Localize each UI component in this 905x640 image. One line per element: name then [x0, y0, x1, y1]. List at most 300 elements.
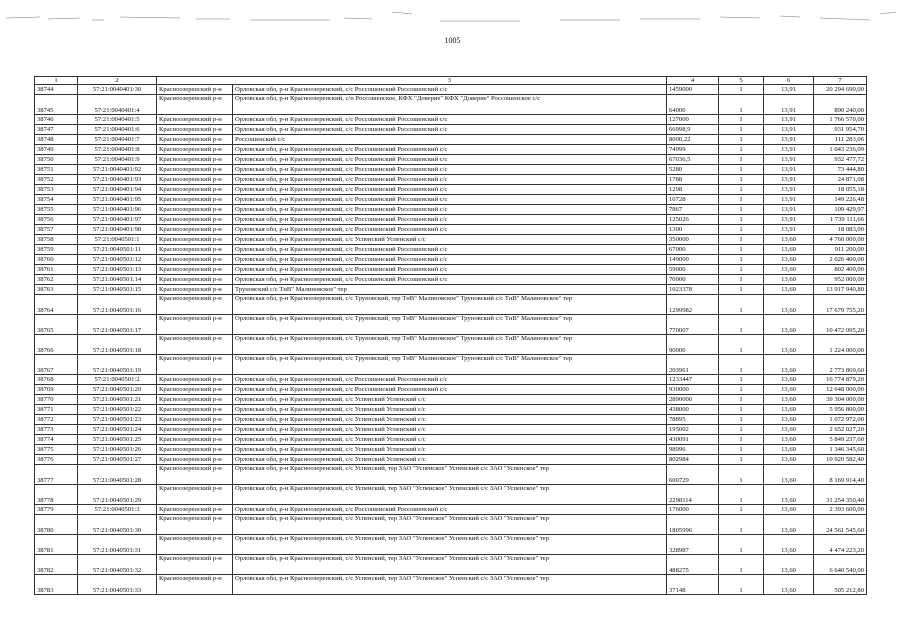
- value-cell: 4 474 223,20: [814, 535, 867, 555]
- table-row: [35, 255, 867, 265]
- rate-cell: 13,91: [764, 175, 814, 185]
- address-cell: Орловская обл, р-н Красноозеренский, с/с Труновский, тер ТнВ" Малиновское" Труновский с/с ТнВ" Малиновское" тер: [233, 335, 667, 355]
- cadastral-number-cell: 57:21:0040401:97: [78, 215, 157, 225]
- land-registry-table: [34, 76, 867, 595]
- cadastral-number-cell: 57:21:0040401:6: [78, 125, 157, 135]
- table-row: [35, 225, 867, 235]
- area-cell: 8000,22: [667, 135, 719, 145]
- row-number-cell: 38771: [35, 405, 78, 415]
- rate-cell: 13,91: [764, 165, 814, 175]
- district-cell: Красноозеренский р-н: [157, 215, 233, 225]
- cadastral-number-cell: 57:21:0040501:27: [78, 455, 157, 465]
- district-cell: Красноозеренский р-н: [157, 195, 233, 205]
- row-number-cell: 38744: [35, 85, 78, 95]
- cadastral-number-cell: 57:21:0040501:1: [78, 235, 157, 245]
- table-row: [35, 235, 867, 245]
- table-row: [35, 125, 867, 135]
- rate-cell: 13,91: [764, 225, 814, 235]
- value-cell: 4 760 000,00: [814, 235, 867, 245]
- value-cell: 505 212,80: [814, 575, 867, 595]
- district-cell: Красноозеренский р-н: [157, 465, 233, 485]
- cadastral-number-cell: 57:21:0040501:25: [78, 435, 157, 445]
- cadastral-number-cell: 57:21:0040501:24: [78, 425, 157, 435]
- row-number-cell: 38768: [35, 375, 78, 385]
- table-row: [35, 145, 867, 155]
- address-cell: Орловская обл, р-н Красноозеренский, с/с Россошенский Россошенский с/с: [233, 275, 667, 285]
- area-cell: 64000: [667, 95, 719, 115]
- header-row: [35, 77, 867, 85]
- row-number-cell: 38767: [35, 355, 78, 375]
- header-cell: 7: [814, 77, 867, 85]
- value-cell: 13 917 940,80: [814, 285, 867, 295]
- table-row: [35, 165, 867, 175]
- value-cell: 1 043 236,09: [814, 145, 867, 155]
- value-cell: 6 640 540,00: [814, 555, 867, 575]
- value-cell: 39 304 000,00: [814, 395, 867, 405]
- district-cell: Красноозеренский р-н: [157, 395, 233, 405]
- address-cell: Орловская обл, р-н Красноозеренский, с/с Россошенский Россошенский с/с: [233, 505, 667, 515]
- table-row: [35, 405, 867, 415]
- header-cell: 6: [764, 77, 814, 85]
- value-cell: 2 026 400,00: [814, 255, 867, 265]
- district-cell: Красноозеренский р-н: [157, 285, 233, 295]
- rate-cell: 13,60: [764, 335, 814, 355]
- area-cell: 1299982: [667, 295, 719, 315]
- rate-cell: 13,60: [764, 285, 814, 295]
- value-cell: 1 739 111,66: [814, 215, 867, 225]
- count-cell: 1: [719, 165, 764, 175]
- count-cell: 1: [719, 405, 764, 415]
- district-cell: Красноозеренский р-н: [157, 375, 233, 385]
- address-cell: Орловская обл, р-н Красноозеренский, с/п Россошенское, КФХ "Доверие" КФХ "Доверие" Россошенское с/с: [233, 95, 667, 115]
- value-cell: 2 393 600,00: [814, 505, 867, 515]
- value-cell: 111 283,06: [814, 135, 867, 145]
- cadastral-number-cell: 57:21:0040501:14: [78, 275, 157, 285]
- table-row: [35, 85, 867, 95]
- value-cell: 5 956 800,00: [814, 405, 867, 415]
- area-cell: 10728: [667, 195, 719, 205]
- count-cell: 1: [719, 215, 764, 225]
- area-cell: 70000: [667, 275, 719, 285]
- address-cell: Орловская обл, р-н Красноозеренский, с/с Успенский Успенский с/с: [233, 415, 667, 425]
- cadastral-number-cell: 57:21:0040501:17: [78, 315, 157, 335]
- count-cell: 1: [719, 155, 764, 165]
- district-cell: Красноозеренский р-н: [157, 95, 233, 115]
- value-cell: 1 224 000,00: [814, 335, 867, 355]
- row-number-cell: 38763: [35, 285, 78, 295]
- address-cell: Россошенский с/с: [233, 135, 667, 145]
- count-cell: 1: [719, 395, 764, 405]
- rate-cell: 13,60: [764, 515, 814, 535]
- row-number-cell: 38783: [35, 575, 78, 595]
- value-cell: 10 920 582,40: [814, 455, 867, 465]
- row-number-cell: 38751: [35, 165, 78, 175]
- area-cell: 328987: [667, 535, 719, 555]
- address-cell: Орловская обл, р-н Красноозеренский, с/с Успенский, тер ЗАО "Успенское" Успенский с/с ЗАО "Успенское" тер: [233, 555, 667, 575]
- row-number-cell: 38765: [35, 315, 78, 335]
- value-cell: 18 055,18: [814, 185, 867, 195]
- rate-cell: 13,60: [764, 295, 814, 315]
- cadastral-number-cell: 57:21:0040401:5: [78, 115, 157, 125]
- area-cell: 59000: [667, 265, 719, 275]
- address-cell: Орловская обл, р-н Красноозеренский, с/с Россошенский Россошенский с/с: [233, 115, 667, 125]
- area-cell: 176000: [667, 505, 719, 515]
- row-number-cell: 38774: [35, 435, 78, 445]
- rate-cell: 13,60: [764, 235, 814, 245]
- rate-cell: 13,91: [764, 95, 814, 115]
- table-row: [35, 195, 867, 205]
- cadastral-number-cell: 57:21:0040501:28: [78, 465, 157, 485]
- cadastral-number-cell: 57:21:0040401:95: [78, 195, 157, 205]
- count-cell: 1: [719, 185, 764, 195]
- rate-cell: 13,60: [764, 535, 814, 555]
- district-cell: Красноозеренский р-н: [157, 505, 233, 515]
- address-cell: Орловская обл, р-н Красноозеренский, с/с Россошенский Россошенский с/с: [233, 245, 667, 255]
- row-number-cell: 38772: [35, 415, 78, 425]
- rate-cell: 13,60: [764, 395, 814, 405]
- address-cell: Орловская обл, р-н Красноозеренский, с/с Россошенский Россошенский с/с: [233, 155, 667, 165]
- cadastral-number-cell: 57:21:0040401:94: [78, 185, 157, 195]
- cadastral-number-cell: 57:21:0040401:93: [78, 175, 157, 185]
- cadastral-number-cell: 57:21:0040501:32: [78, 555, 157, 575]
- count-cell: 1: [719, 225, 764, 235]
- row-number-cell: 38764: [35, 295, 78, 315]
- table-row: [35, 445, 867, 455]
- count-cell: 1: [719, 115, 764, 125]
- area-cell: 37148: [667, 575, 719, 595]
- area-cell: 438000: [667, 405, 719, 415]
- district-cell: Красноозеренский р-н: [157, 85, 233, 95]
- address-cell: Орловская обл, р-н Красноозеренский, с/с Россошенский Россошенский с/с: [233, 185, 667, 195]
- district-cell: Красноозеренский р-н: [157, 425, 233, 435]
- cadastral-number-cell: 57:21:0040401:9: [78, 155, 157, 165]
- row-number-cell: 38748: [35, 135, 78, 145]
- table-row: [35, 515, 867, 535]
- district-cell: Красноозеренский р-н: [157, 185, 233, 195]
- rate-cell: 13,60: [764, 265, 814, 275]
- cadastral-number-cell: 57:21:0040401:30: [78, 85, 157, 95]
- district-cell: Красноозеренский р-н: [157, 485, 233, 505]
- district-cell: Красноозеренский р-н: [157, 115, 233, 125]
- address-cell: Орловская обл, р-н Красноозеренский, с/с Успенский Успенский с/с: [233, 435, 667, 445]
- cadastral-number-cell: 57:21:0040401:98: [78, 225, 157, 235]
- page-number: 1005: [444, 36, 461, 45]
- row-number-cell: 38773: [35, 425, 78, 435]
- rate-cell: 13,91: [764, 135, 814, 145]
- table-row: [35, 385, 867, 395]
- count-cell: 1: [719, 85, 764, 95]
- value-cell: 1 072 972,00: [814, 415, 867, 425]
- cadastral-number-cell: 57:21:0040501:2: [78, 375, 157, 385]
- cadastral-number-cell: 57:21:0040401:7: [78, 135, 157, 145]
- cadastral-number-cell: 57:21:0040501:3: [78, 505, 157, 515]
- cadastral-number-cell: 57:21:0040401:92: [78, 165, 157, 175]
- address-cell: Орловская обл, р-н Красноозеренский, с/с Успенский Успенский с/с: [233, 455, 667, 465]
- value-cell: 109 429,97: [814, 205, 867, 215]
- cadastral-number-cell: 57:21:0040501:22: [78, 405, 157, 415]
- row-number-cell: 38776: [35, 455, 78, 465]
- value-cell: 1 346 345,60: [814, 445, 867, 455]
- value-cell: 17 679 755,20: [814, 295, 867, 315]
- table-row: [35, 115, 867, 125]
- row-number-cell: 38754: [35, 195, 78, 205]
- header-cell: [157, 77, 233, 85]
- value-cell: 16 774 879,20: [814, 375, 867, 385]
- area-cell: 78895: [667, 415, 719, 425]
- district-cell: Красноозеренский р-н: [157, 445, 233, 455]
- rate-cell: 13,60: [764, 425, 814, 435]
- area-cell: 90000: [667, 335, 719, 355]
- area-cell: 125026: [667, 215, 719, 225]
- count-cell: 1: [719, 465, 764, 485]
- table-row: [35, 455, 867, 465]
- scan-noise-header: [0, 8, 905, 26]
- table-row: [35, 575, 867, 595]
- district-cell: Красноозеренский р-н: [157, 205, 233, 215]
- row-number-cell: 38760: [35, 255, 78, 265]
- address-cell: Орловская обл, р-н Красноозеренский, с/с Россошенский Россошенский с/с: [233, 255, 667, 265]
- address-cell: Труновский с/с ТнВ" Малиновское" тер: [233, 285, 667, 295]
- area-cell: 802984: [667, 455, 719, 465]
- rate-cell: 13,60: [764, 455, 814, 465]
- area-cell: 149000: [667, 255, 719, 265]
- count-cell: 1: [719, 205, 764, 215]
- rate-cell: 13,60: [764, 505, 814, 515]
- rate-cell: 13,60: [764, 485, 814, 505]
- cadastral-number-cell: 57:21:0040401:96: [78, 205, 157, 215]
- district-cell: Красноозеренский р-н: [157, 265, 233, 275]
- count-cell: 1: [719, 515, 764, 535]
- district-cell: Красноозеренский р-н: [157, 315, 233, 335]
- value-cell: 911 200,00: [814, 245, 867, 255]
- table-row: [35, 535, 867, 555]
- area-cell: 1805996: [667, 515, 719, 535]
- district-cell: Красноозеренский р-н: [157, 245, 233, 255]
- area-cell: 98996: [667, 445, 719, 455]
- row-number-cell: 38745: [35, 95, 78, 115]
- value-cell: 18 083,00: [814, 225, 867, 235]
- rate-cell: 13,60: [764, 575, 814, 595]
- district-cell: Красноозеренский р-н: [157, 295, 233, 315]
- row-number-cell: 38752: [35, 175, 78, 185]
- row-number-cell: 38753: [35, 185, 78, 195]
- table-row: [35, 285, 867, 295]
- count-cell: 1: [719, 235, 764, 245]
- count-cell: 1: [719, 375, 764, 385]
- cadastral-number-cell: 57:21:0040501:20: [78, 385, 157, 395]
- address-cell: Орловская обл, р-н Красноозеренский, с/с Россошенский Россошенский с/с: [233, 265, 667, 275]
- header-cell: 5: [719, 77, 764, 85]
- district-cell: Красноозеренский р-н: [157, 385, 233, 395]
- row-number-cell: 38755: [35, 205, 78, 215]
- district-cell: Красноозеренский р-н: [157, 235, 233, 245]
- address-cell: Орловская обл, р-н Красноозеренский, с/с Успенский, тер ЗАО "Успенское" Успенский с/с ЗАО "Успенское" тер: [233, 575, 667, 595]
- district-cell: Красноозеренский р-н: [157, 455, 233, 465]
- count-cell: 1: [719, 135, 764, 145]
- district-cell: Красноозеренский р-н: [157, 175, 233, 185]
- cadastral-number-cell: 57:21:0040501:15: [78, 285, 157, 295]
- row-number-cell: 38777: [35, 465, 78, 485]
- cadastral-number-cell: 57:21:0040501:18: [78, 335, 157, 355]
- rate-cell: 13,91: [764, 155, 814, 165]
- value-cell: 12 648 000,00: [814, 385, 867, 395]
- rate-cell: 13,60: [764, 355, 814, 375]
- area-cell: 66998,9: [667, 125, 719, 135]
- table-row: [35, 215, 867, 225]
- rate-cell: 13,60: [764, 405, 814, 415]
- rate-cell: 13,60: [764, 415, 814, 425]
- value-cell: 952 000,00: [814, 275, 867, 285]
- rate-cell: 13,60: [764, 555, 814, 575]
- district-cell: Красноозеренский р-н: [157, 555, 233, 575]
- cadastral-number-cell: 57:21:0040501:16: [78, 295, 157, 315]
- table-row: [35, 415, 867, 425]
- header-cell: 3: [233, 77, 667, 85]
- area-cell: 488275: [667, 555, 719, 575]
- value-cell: 890 240,00: [814, 95, 867, 115]
- address-cell: Орловская обл, р-н Красноозеренский, с/с Труновский, тер ТнВ" Малиновское" Труновский с/с ТнВ" Малиновское" тер: [233, 355, 667, 375]
- rate-cell: 13,91: [764, 215, 814, 225]
- table-row: [35, 355, 867, 375]
- count-cell: 1: [719, 175, 764, 185]
- table-row: [35, 465, 867, 485]
- rate-cell: 13,91: [764, 195, 814, 205]
- row-number-cell: 38780: [35, 515, 78, 535]
- row-number-cell: 38750: [35, 155, 78, 165]
- count-cell: 1: [719, 485, 764, 505]
- table-row: [35, 335, 867, 355]
- count-cell: 1: [719, 285, 764, 295]
- row-number-cell: 38757: [35, 225, 78, 235]
- district-cell: Красноозеренский р-н: [157, 255, 233, 265]
- address-cell: Орловская обл, р-н Красноозеренский, с/с Успенский, тер ЗАО "Успенское" Успенский с/с ЗАО "Успенское" тер: [233, 465, 667, 485]
- area-cell: 74999: [667, 145, 719, 155]
- district-cell: Красноозеренский р-н: [157, 155, 233, 165]
- row-number-cell: 38749: [35, 145, 78, 155]
- count-cell: 1: [719, 505, 764, 515]
- rate-cell: 13,91: [764, 205, 814, 215]
- table-row: [35, 155, 867, 165]
- count-cell: 1: [719, 455, 764, 465]
- count-cell: 1: [719, 245, 764, 255]
- address-cell: Орловская обл, р-н Красноозеренский, с/с Успенский Успенский с/с: [233, 445, 667, 455]
- row-number-cell: 38766: [35, 335, 78, 355]
- count-cell: 1: [719, 445, 764, 455]
- address-cell: Орловская обл, р-н Красноозеренский, с/с Успенский, тер ЗАО "Успенское" Успенский с/с ЗАО "Успенское" тер: [233, 485, 667, 505]
- district-cell: Красноозеренский р-н: [157, 335, 233, 355]
- table-row: [35, 205, 867, 215]
- district-cell: Красноозеренский р-н: [157, 355, 233, 375]
- district-cell: Красноозеренский р-н: [157, 165, 233, 175]
- address-cell: Орловская обл, р-н Красноозеренский, с/с Россошенский Россошенский с/с: [233, 165, 667, 175]
- count-cell: 1: [719, 555, 764, 575]
- address-cell: Орловская обл, р-н Красноозеренский, с/с Успенский, тер ЗАО "Успенское" Успенский с/с ЗАО "Успенское" тер: [233, 515, 667, 535]
- address-cell: Орловская обл, р-н Красноозеренский, с/с Труновский, тер ТнВ" Малиновское" Труновский с/с ТнВ" Малиновское" тер: [233, 315, 667, 335]
- rate-cell: 13,91: [764, 85, 814, 95]
- value-cell: 8 169 914,40: [814, 465, 867, 485]
- row-number-cell: 38759: [35, 245, 78, 255]
- value-cell: 2 652 027,20: [814, 425, 867, 435]
- district-cell: Красноозеренский р-н: [157, 515, 233, 535]
- table-row: [35, 295, 867, 315]
- value-cell: 5 849 237,60: [814, 435, 867, 445]
- cadastral-number-cell: 57:21:0040501:31: [78, 535, 157, 555]
- area-cell: 1233447: [667, 375, 719, 385]
- district-cell: Красноозеренский р-н: [157, 575, 233, 595]
- area-cell: 67036,5: [667, 155, 719, 165]
- area-cell: 600729: [667, 465, 719, 485]
- table-row: [35, 275, 867, 285]
- rate-cell: 13,60: [764, 275, 814, 285]
- rate-cell: 13,91: [764, 145, 814, 155]
- count-cell: 1: [719, 315, 764, 335]
- rate-cell: 13,60: [764, 245, 814, 255]
- count-cell: 1: [719, 335, 764, 355]
- count-cell: 1: [719, 145, 764, 155]
- address-cell: Орловская обл, р-н Красноозеренский, с/с Успенский Успенский с/с: [233, 425, 667, 435]
- cadastral-number-cell: 57:21:0040501:30: [78, 515, 157, 535]
- address-cell: Орловская обл, р-н Красноозеренский, с/с Россошенский Россошенский с/с: [233, 85, 667, 95]
- rate-cell: 13,60: [764, 385, 814, 395]
- value-cell: 24 871,08: [814, 175, 867, 185]
- table-row: [35, 135, 867, 145]
- district-cell: Красноозеренский р-н: [157, 135, 233, 145]
- district-cell: Красноозеренский р-н: [157, 125, 233, 135]
- area-cell: 2298114: [667, 485, 719, 505]
- table-row: [35, 185, 867, 195]
- row-number-cell: 38770: [35, 395, 78, 405]
- cadastral-number-cell: 57:21:0040501:11: [78, 245, 157, 255]
- area-cell: 930000: [667, 385, 719, 395]
- cadastral-number-cell: 57:21:0040501:26: [78, 445, 157, 455]
- area-cell: 195002: [667, 425, 719, 435]
- table-row: [35, 425, 867, 435]
- cadastral-number-cell: 57:21:0040501:33: [78, 575, 157, 595]
- row-number-cell: 38782: [35, 555, 78, 575]
- header-cell: 1: [35, 77, 78, 85]
- address-cell: Орловская обл, р-н Красноозеренский, с/с Россошенский Россошенский с/с: [233, 225, 667, 235]
- address-cell: Орловская обл, р-н Красноозеренский, с/с Россошенский Россошенский с/с: [233, 385, 667, 395]
- area-cell: 350000: [667, 235, 719, 245]
- value-cell: 31 254 350,40: [814, 485, 867, 505]
- table-row: [35, 265, 867, 275]
- value-cell: 1 766 570,00: [814, 115, 867, 125]
- table-row: [35, 395, 867, 405]
- count-cell: 1: [719, 425, 764, 435]
- value-cell: 24 561 545,60: [814, 515, 867, 535]
- value-cell: 932 477,72: [814, 155, 867, 165]
- cadastral-number-cell: 57:21:0040401:8: [78, 145, 157, 155]
- address-cell: Орловская обл, р-н Красноозеренский, с/с Труновский, тер ТнВ" Малиновское" Труновский с/с ТнВ" Малиновское" тер: [233, 295, 667, 315]
- row-number-cell: 38779: [35, 505, 78, 515]
- address-cell: Орловская обл, р-н Красноозеренский, с/с Россошенский Россошенский с/с: [233, 145, 667, 155]
- address-cell: Орловская обл, р-н Красноозеренский, с/с Россошенский Россошенский с/с: [233, 175, 667, 185]
- value-cell: 802 400,00: [814, 265, 867, 275]
- count-cell: 1: [719, 125, 764, 135]
- count-cell: 1: [719, 265, 764, 275]
- area-cell: 770007: [667, 315, 719, 335]
- value-cell: 20 294 690,00: [814, 85, 867, 95]
- count-cell: 1: [719, 435, 764, 445]
- address-cell: Орловская обл, р-н Красноозеренский, с/с Успенский Успенский с/с: [233, 235, 667, 245]
- area-cell: 1788: [667, 175, 719, 185]
- rate-cell: 13,60: [764, 375, 814, 385]
- value-cell: 10 472 095,20: [814, 315, 867, 335]
- value-cell: 931 954,70: [814, 125, 867, 135]
- count-cell: 1: [719, 385, 764, 395]
- row-number-cell: 38781: [35, 535, 78, 555]
- address-cell: Орловская обл, р-н Красноозеренский, с/с Россошенский Россошенский с/с: [233, 375, 667, 385]
